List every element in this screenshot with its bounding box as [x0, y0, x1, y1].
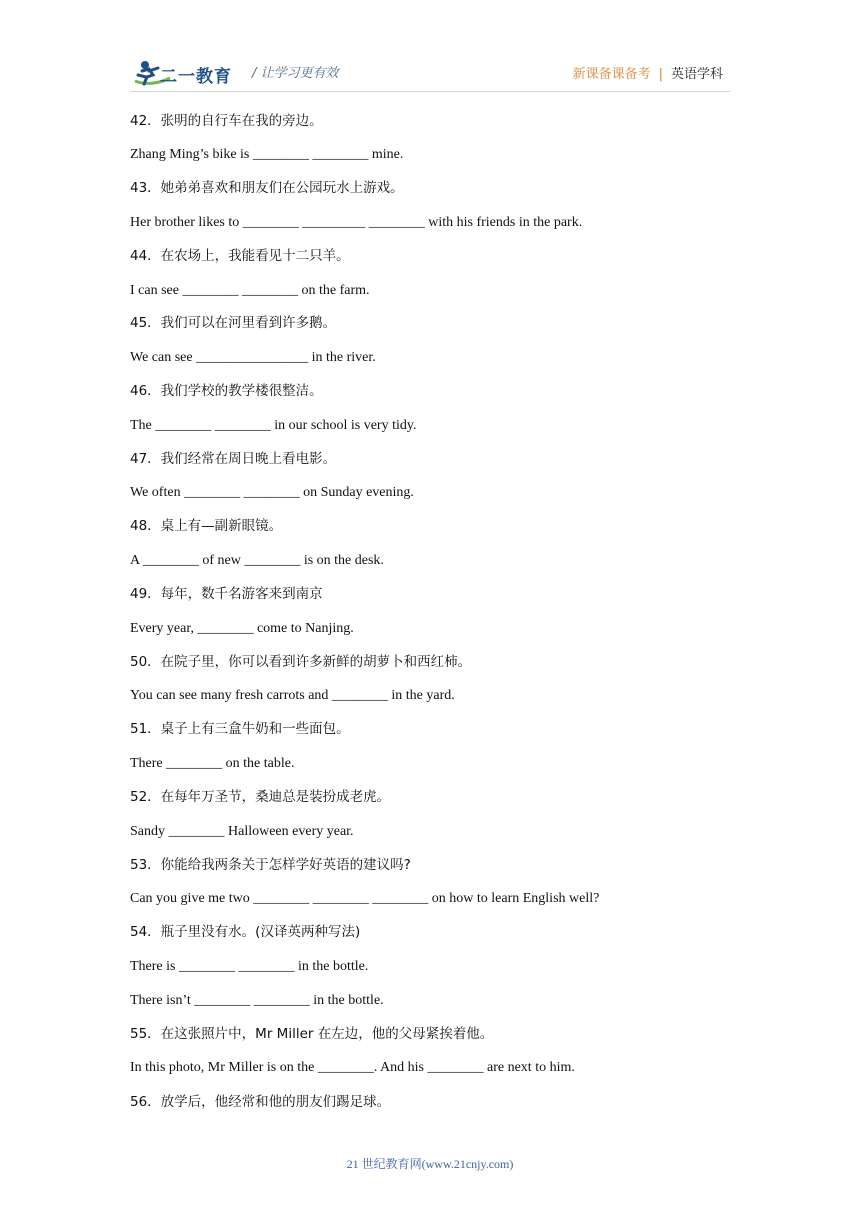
question-56-cn: 56．放学后，他经常和他的朋友们踢足球。 — [130, 1094, 391, 1110]
question-46-cn: 46．我们学校的教学楼很整洁。 — [130, 383, 323, 399]
question-48-cn: 48．桌上有—副新眼镜。 — [130, 518, 283, 534]
header-divider — [130, 91, 730, 92]
question-43-en: Her brother likes to ________ _________ ________ with his friends in the park. — [130, 215, 583, 230]
question-48-en: A ________ of new ________ is on the desk. — [130, 553, 384, 568]
header-right-tag — [573, 63, 723, 82]
header-separator: | — [658, 67, 663, 82]
logo-text: 二一教育 — [160, 67, 232, 87]
question-42-cn: 42．张明的自行车在我的旁边。 — [130, 113, 323, 129]
header-subject-label: 英语学科 — [670, 67, 723, 82]
question-49-en: Every year, ________ come to Nanjing. — [130, 621, 354, 636]
question-54-cn: 54．瓶子里没有水。(汉译英两种写法) — [130, 924, 361, 940]
question-52-en: Sandy ________ Halloween every year. — [130, 824, 354, 839]
question-50-cn: 50．在院子里，你可以看到许多新鲜的胡萝卜和西红柿。 — [130, 654, 472, 670]
question-55-cn: 55．在这张照片中，Mr Miller 在左边，他的父母紧挨着他。 — [130, 1026, 494, 1042]
question-50-en: You can see many fresh carrots and ________ in the yard. — [130, 688, 455, 703]
question-44-en: I can see ________ ________ on the farm. — [130, 283, 370, 298]
page-header — [130, 55, 730, 95]
question-45-en: We can see ________________ in the river. — [130, 350, 376, 365]
question-53-en: Can you give me two ________ ________ ________ on how to learn English well? — [130, 891, 600, 906]
question-54-en-a: There is ________ ________ in the bottle. — [130, 959, 369, 974]
question-55-en: In this photo, Mr Miller is on the ________. And his ________ are next to him. — [130, 1060, 575, 1075]
question-42-en: Zhang Ming’s bike is ________ ________ mine. — [130, 147, 404, 162]
question-44-cn: 44．在农场上，我能看见十二只羊。 — [130, 248, 350, 264]
question-51-cn: 51．桌子上有三盒牛奶和一些面包。 — [130, 721, 350, 737]
question-52-cn: 52．在每年万圣节，桑迪总是装扮成老虎。 — [130, 789, 391, 805]
question-46-en: The ________ ________ in our school is very tidy. — [130, 418, 417, 433]
question-47-cn: 47．我们经常在周日晚上看电影。 — [130, 451, 337, 467]
header-course-label: 新课备课备考 — [572, 67, 651, 82]
slogan: / 让学习更有效 — [252, 66, 339, 81]
question-45-cn: 45．我们可以在河里看到许多鹅。 — [130, 315, 337, 331]
question-43-cn: 43．她弟弟喜欢和朋友们在公园玩水上游戏。 — [130, 180, 404, 196]
page-footer: 21 世纪教育网(www.21cnjy.com) — [346, 1157, 514, 1171]
question-53-cn: 53．你能给我两条关于怎样学好英语的建议吗? — [130, 857, 411, 873]
question-54-en-b: There isn’t ________ ________ in the bottle. — [130, 993, 384, 1008]
question-51-en: There ________ on the table. — [130, 756, 295, 771]
question-49-cn: 49．每年，数千名游客来到南京 — [130, 586, 323, 602]
question-47-en: We often ________ ________ on Sunday evening. — [130, 485, 414, 500]
